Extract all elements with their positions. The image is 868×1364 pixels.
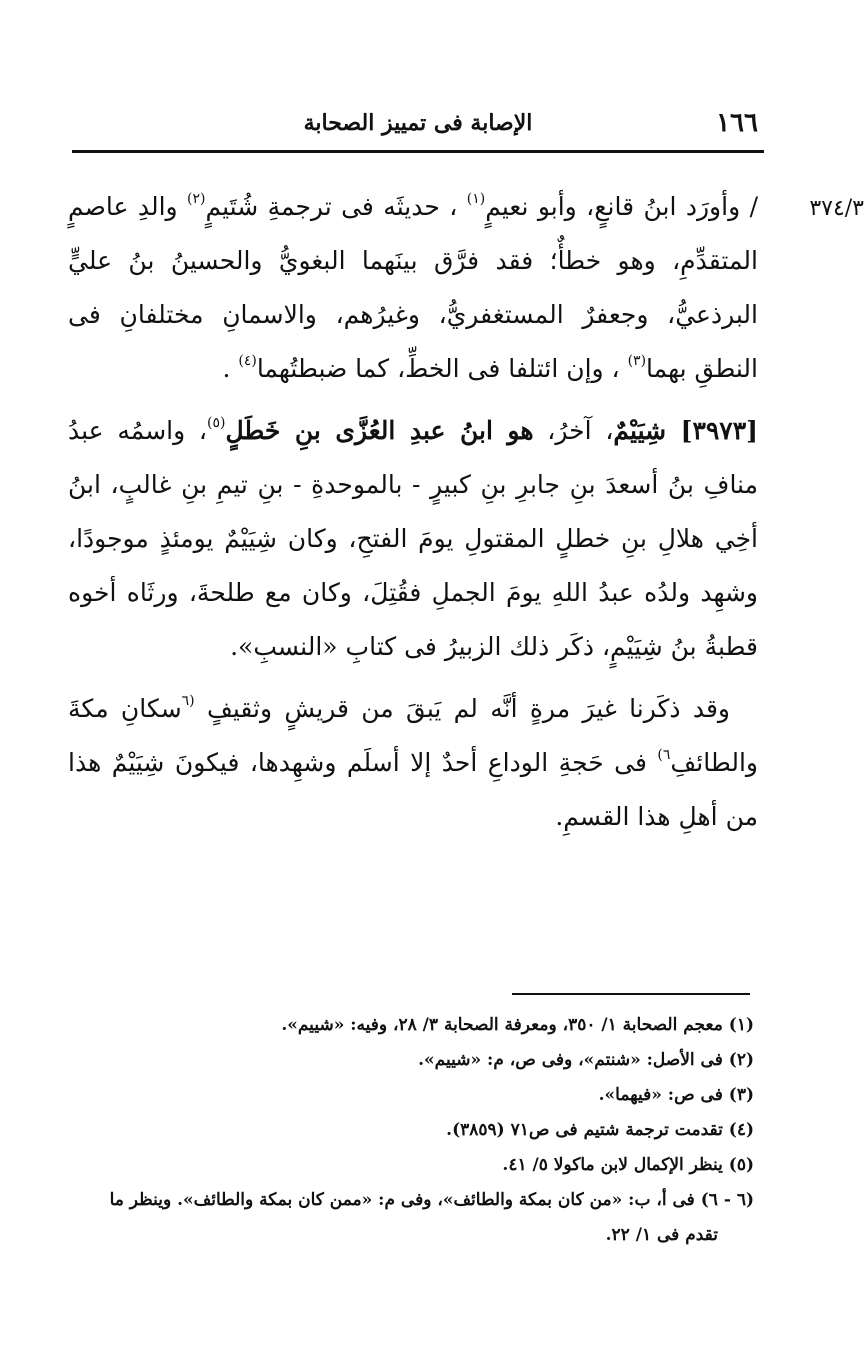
main-text (68, 180, 758, 844)
paragraph-2-entry: [٣٩٧٣] شِيَيْمٌ، آخرُ، هو ابنُ عبدِ العُزَّى بنِ خَطَلٍ$^{(٥)}$، واسمُه عبدُ منافِ بنُ أسعدَ بنِ جابرِ بنِ كبيرٍ - بالموحدةِ - بنِ تيمِ بنِ غالبٍ، ابنُ أخِي هلالِ بنِ خطلٍ المقتولِ يومَ الفتحِ، وكان شِيَيْمٌ يومئذٍ موجودًا، وشهِد ولدُه عبدُ اللهِ يومَ الجملِ فقُتِلَ، وكان مع طلحةَ، ورثَاه أخوه قطبةُ بنُ شِيَيْمٍ، ذكَر ذلك الزبيرُ فى كتابِ «النسبِ». (68, 415, 758, 661)
footnotes (72, 1008, 754, 1253)
footnote-4: (٤) تقدمت ترجمة شتيم فى ص٧١ (٣٨٥٩). (446, 1120, 754, 1140)
entry-number-name: [٣٩٧٣] شِيَيْمٌ (613, 416, 758, 445)
footnote-5: (٥) ينظر الإكمال لابن ماكولا ٥/ ٤١. (502, 1155, 754, 1175)
footnote-1: (١) معجم الصحابة ١/ ٣٥٠، ومعرفة الصحابة ٣/ ٢٨، وفيه: «شييم». (281, 1015, 754, 1035)
running-title: الإصابة فى تمييز الصحابة (303, 110, 533, 136)
footnote-marker-1: (١) (466, 191, 486, 207)
paragraph-3: وقد ذكَرنا غيرَ مرةٍ أنَّه لم يَبقَ من قريشٍ وثقيفٍ $^{(٦}$سكانِ مكةَ والطائفِ$^{٦)}$ فى حَجةِ الوداعِ أحدٌ إلا أسلَم وشهِدها، فيكونَ شِيَيْمٌ هذا من أهلِ هذا القسمِ. (68, 693, 758, 831)
entry-lineage: هو ابنُ عبدِ العُزَّى بنِ خَطَلٍ (225, 416, 534, 445)
footnote-marker-3: (٣) (627, 353, 647, 369)
paragraph-1: / وأورَد ابنُ قانعٍ، وأبو نعيمٍ$^{(١)}$ ، حديثَه فى ترجمةِ شُتَيمٍ$^{(٢)}$ والدِ عاصمٍ المتقدِّمِ، وهو خطأٌ؛ فقد فرَّق بينَهما البغويُّ والحسينُ بنُ عليٍّ البرذعيُّ، وجعفرٌ المستغفريُّ، وغيرُهم، والاسمانِ مختلفانِ فى النطقِ بهما$^{(٣)}$ ، وإن ائتلفا فى الخطِّ، كما ضبطتُهما$^{(٤)}$ . (68, 191, 758, 383)
footnote-rule (512, 993, 750, 995)
footnote-2: (٢) فى الأصل: «شنتم»، وفى ص، م: «شييم». (418, 1050, 754, 1070)
footnote-6 (72, 1183, 754, 1253)
footnote-marker-4: (٤) (238, 353, 257, 369)
page-header (72, 106, 764, 146)
footnote-marker-5: (٥) (207, 415, 226, 431)
footnote-marker-6-open: (٦ (181, 693, 195, 709)
footnote-3: (٣) فى ص: «فيهما». (598, 1085, 754, 1105)
footnote-marker-6-close: ٦) (657, 747, 671, 763)
margin-reference: ٣٧٤/٣ (809, 196, 864, 221)
footnote-marker-2: (٢) (187, 191, 206, 207)
footnote-6-continuation: تقدم فى ١/ ٢٢. (605, 1225, 718, 1245)
header-rule (72, 150, 764, 153)
footnote-6-text: (٦ - ٦) فى أ، ب: «من كان بمكة والطائف»، وفى م: «ممن كان بمكة والطائف». وينظر ما (109, 1190, 754, 1210)
page-number: ١٦٦ (716, 108, 758, 138)
